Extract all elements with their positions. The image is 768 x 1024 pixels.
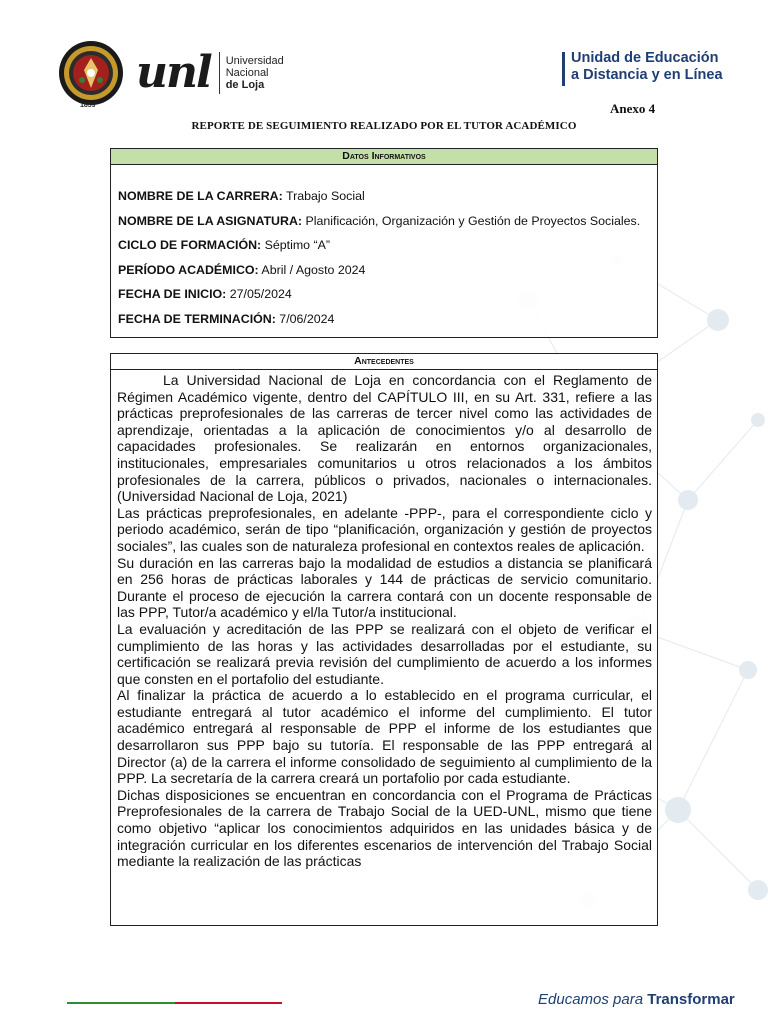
university-logo (58, 40, 284, 106)
logo-separator (219, 52, 220, 94)
info-label: NOMBRE DE LA CARRERA: (118, 189, 283, 203)
info-label: PERÍODO ACADÉMICO: (118, 262, 259, 277)
footer-color-lines (67, 1002, 282, 1004)
report-title: REPORTE DE SEGUIMIENTO REALIZADO POR EL TUTOR ACADÉMICO (191, 120, 577, 132)
antecedentes-body (111, 370, 657, 870)
info-row-carrera (118, 189, 657, 214)
info-value: Planificación, Organización y Gestión de Proyectos Sociales. (302, 213, 641, 228)
info-value: Trabajo Social (282, 189, 365, 203)
unit-name-line-1: Unidad de Educación (571, 50, 719, 66)
unit-logo-bar (562, 52, 565, 86)
info-label: CICLO DE FORMACIÓN: (118, 238, 262, 252)
info-row-periodo (118, 263, 657, 288)
antecedentes-paragraph: Las prácticas preprofesionales, en adelante -PPP-, para el correspondiente ciclo y periodo académico, serán de tipo “planificación, organización y gestión de proyectos sociales”, las cuales son de naturaleza profesional en contextos reales de aplicación. (117, 504, 652, 554)
datos-informativos-table (110, 148, 658, 338)
slogan-strong: Transformar (647, 991, 735, 1008)
unl-logo-mark: unl (136, 47, 211, 98)
antecedentes-paragraph: Su duración en las carreras bajo la modalidad de estudios a distancia se planificará en 256 horas de prácticas laborales y 144 de prácticas de servicio comunitario. Durante el proceso de ejecución la carrera contará con un docente responsable de las PPP, Tutor/a académico y el/la Tutor/a institucional. (117, 554, 652, 621)
info-row-asignatura (118, 214, 657, 239)
info-label: NOMBRE DE LA ASIGNATURA: (118, 213, 303, 228)
info-value: 27/05/2024 (226, 287, 292, 301)
antecedentes-table (110, 353, 658, 926)
antecedentes-heading: Antecedentes (111, 354, 657, 370)
info-list (111, 165, 657, 336)
info-row-fecha-terminacion (118, 312, 657, 337)
antecedentes-paragraph: Dichas disposiciones se encuentran en concordancia con el Programa de Prácticas Preprofesionales de la carrera de Trabajo Social de la UED-UNL, mismo que tiene como objetivo “aplicar los conocimientos adquiridos en las unidades básica y de integración curricular en los diferentes escenarios de intervención del Trabajo Social mediante la realización de las prácticas (117, 786, 652, 870)
antecedentes-paragraph: Al finalizar la práctica de acuerdo a lo establecido en el programa curricular, el estudiante entregará al tutor académico el informe del cumplimiento. El tutor académico entregará al responsable de PPP el informe de los estudiantes que desarrollaron sus PPP bajo su tutoría. El responsable de las PPP entregará al Director (a) de la carrera el informe consolidado de seguimiento al cumplimiento de la PPP. La secretaría de la carrera creará un portafolio por cada estudiante. (117, 687, 652, 787)
university-name-line-1: Universidad (225, 55, 284, 67)
unit-logo (562, 50, 723, 86)
footer-red-line (175, 1002, 282, 1004)
datos-informativos-heading: Datos Informativos (111, 149, 657, 165)
footer-slogan (538, 991, 735, 1008)
unit-name (571, 50, 723, 86)
info-row-fecha-inicio (118, 287, 657, 312)
info-value: 7/06/2024 (275, 311, 335, 326)
university-seal (58, 40, 124, 106)
info-label: FECHA DE TERMINACIÓN: (118, 311, 276, 326)
info-label: FECHA DE INICIO: (118, 287, 227, 301)
university-name (226, 55, 284, 91)
seal-year: 1859 (80, 102, 96, 109)
slogan-light: Educamos para (538, 991, 648, 1008)
info-row-ciclo (118, 238, 657, 263)
antecedentes-paragraph: La evaluación y acreditación de las PPP se realizará con el objeto de verificar el cumplimiento de las horas y las actividades desarrolladas por el estudiante, su certificación se realizará previa revisión del cumplimiento de acuerdo a los informes que consten en el portafolio del estudiante. (117, 620, 652, 687)
university-name-line-3: de Loja (225, 79, 265, 91)
info-value: Abril / Agosto 2024 (258, 262, 366, 277)
antecedentes-paragraph: La Universidad Nacional de Loja en concordancia con el Reglamento de Régimen Académico vigente, dentro del CAPÍTULO III, en su Art. 331, refiere a las prácticas preprofesionales de las carreras de tercer nivel como las actividades de aprendizaje, orientadas a la aplicación de conocimientos y/o al desarrollo de capacidades profesionales. Se realizarán en entornos organizacionales, institucionales, empresariales comunitarios u otros relacionados a los ámbitos profesionales de la carrera, públicos o privados, nacionales o internacionales. (Universidad Nacional de Loja, 2021) (117, 372, 652, 505)
university-name-line-2: Nacional (225, 67, 269, 79)
annex-label: Anexo 4 (610, 101, 656, 116)
info-value: Séptimo “A” (261, 238, 331, 252)
footer-green-line (67, 1002, 175, 1004)
unit-name-line-2: a Distancia y en Línea (571, 67, 723, 83)
